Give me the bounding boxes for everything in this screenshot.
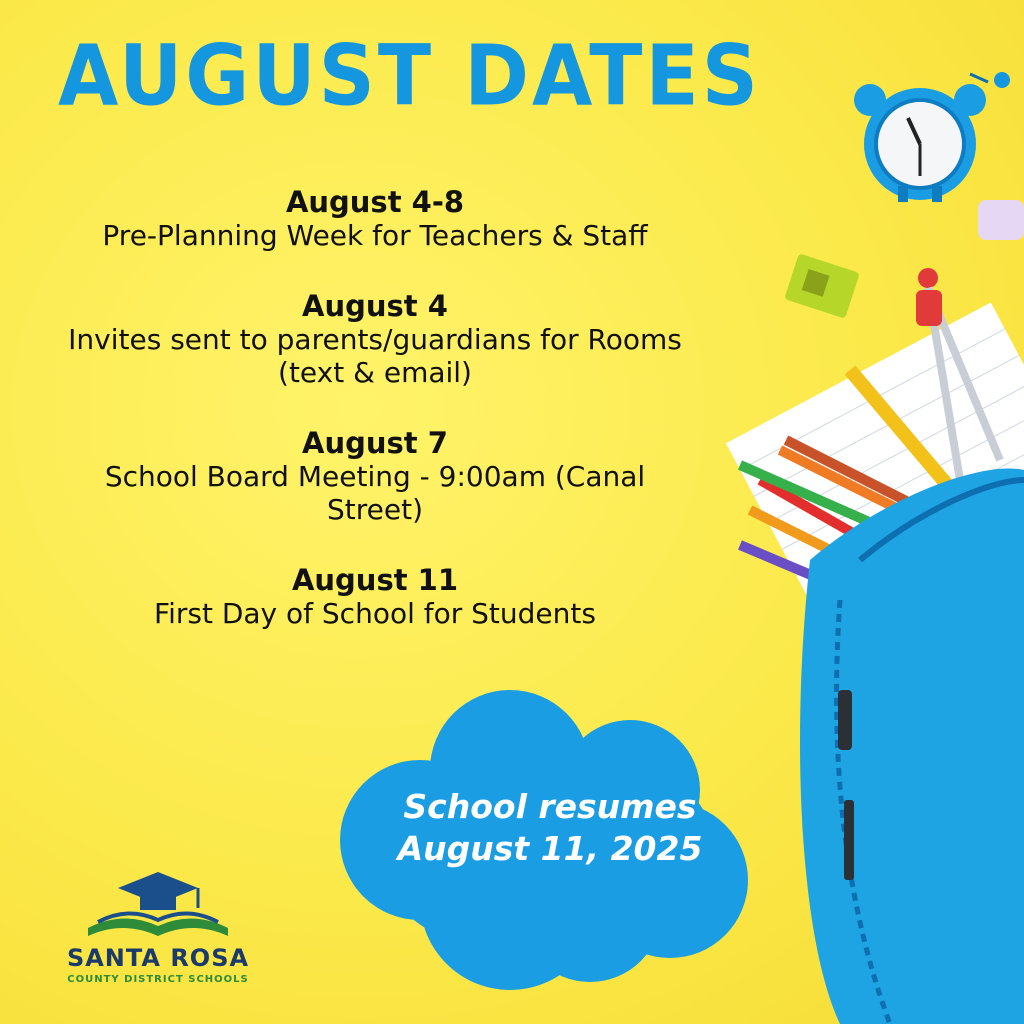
event-date: August 7 — [302, 426, 448, 460]
event-date: August 4-8 — [285, 185, 465, 219]
district-logo — [48, 866, 268, 985]
alarm-clock-icon — [854, 84, 986, 202]
backpack-icon — [800, 468, 1024, 1024]
callout-line-1: School resumes — [403, 787, 697, 826]
event-item — [40, 186, 710, 252]
event-date: August 4 — [302, 289, 448, 323]
logo-subtitle: COUNTY DISTRICT SCHOOLS — [67, 974, 249, 985]
event-item — [40, 427, 710, 526]
school-supplies-illustration — [720, 40, 1024, 1024]
event-date: August 11 — [291, 563, 459, 597]
eraser-icon — [978, 200, 1024, 240]
open-book-icon — [88, 913, 228, 936]
event-description: School Board Meeting - 9:00am (Canal Street) — [104, 460, 646, 526]
page-title: AUGUST DATES — [58, 28, 761, 126]
event-description: Invites sent to parents/guardians for Rooms (text & email) — [68, 323, 682, 389]
pencil-sharpener-icon — [784, 253, 860, 318]
callout-line-2: August 11, 2025 — [397, 829, 703, 868]
event-item — [40, 564, 710, 630]
logo-name: SANTA ROSA — [66, 944, 250, 972]
logo-mark — [48, 866, 268, 946]
event-description: First Day of School for Students — [154, 597, 596, 630]
callout-text — [350, 786, 750, 870]
event-description: Pre-Planning Week for Teachers & Staff — [102, 219, 648, 252]
event-list — [40, 186, 710, 668]
event-item — [40, 290, 710, 389]
graduation-cap-icon — [118, 872, 198, 910]
